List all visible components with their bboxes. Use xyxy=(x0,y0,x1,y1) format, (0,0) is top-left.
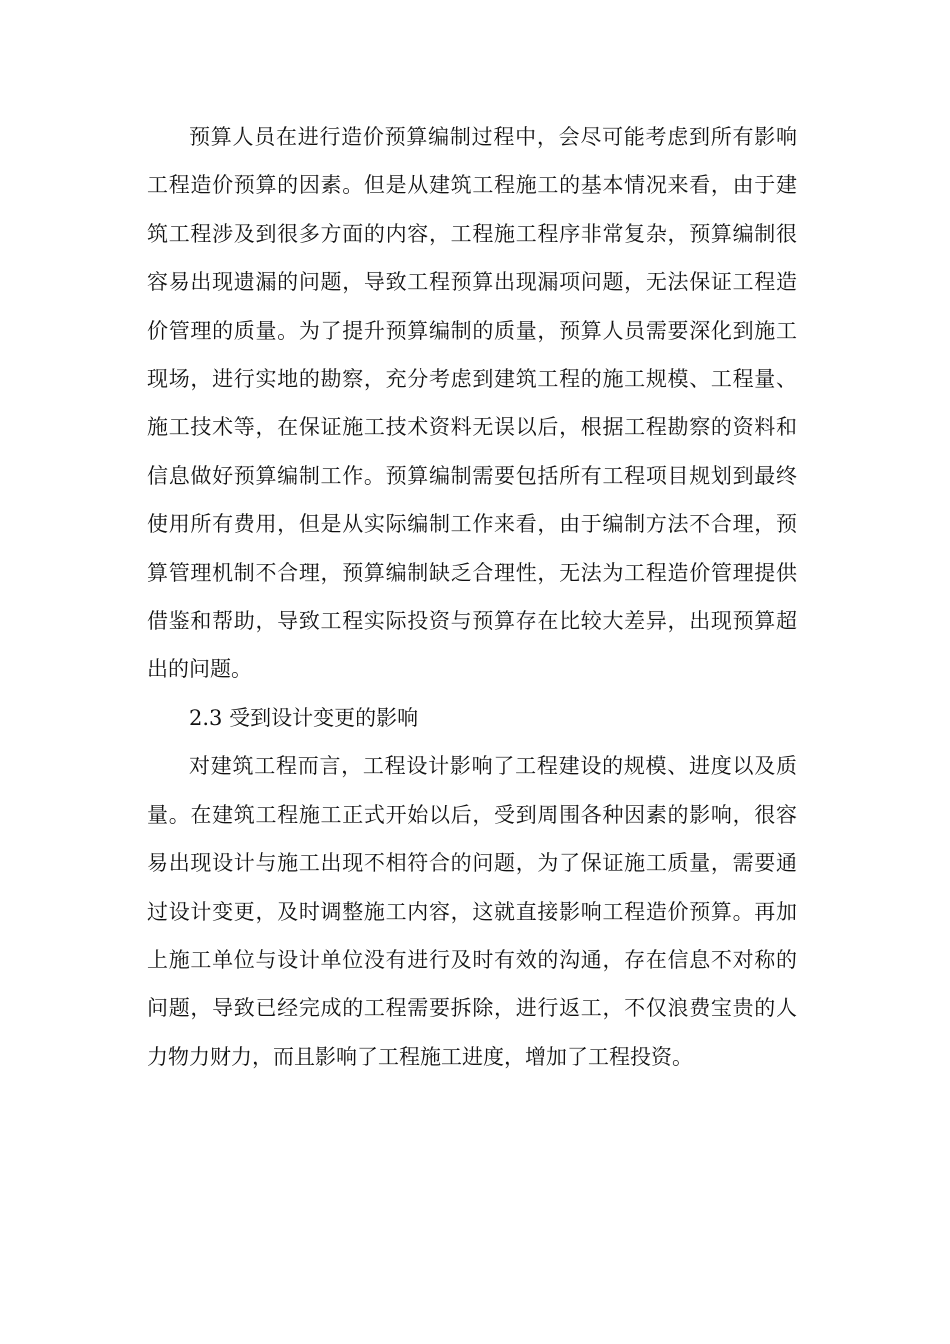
section-heading: 2.3 受到设计变更的影响 xyxy=(189,705,419,730)
paragraph-design-change: 对建筑工程而言，工程设计影响了工程建设的规模、进度以及质量。在建筑工程施工正式开始以后，受到周围各种因素的影响，很容易出现设计与施工出现不相符合的问题，为了保证施工质量，需要通过设计变更，及时调整施工内容，这就直接影响工程造价预算。再加上施工单位与设计单位没有进行及时有效的沟通，存在信息不对称的问题，导致已经完成的工程需要拆除，进行返工，不仅浪费宝贵的人力物力财力，而且影响了工程施工进度，增加了工程投资。 xyxy=(147,754,797,1069)
document-body xyxy=(147,113,797,1081)
paragraph-budget-omissions: 预算人员在进行造价预算编制过程中，会尽可能考虑到所有影响工程造价预算的因素。但是从建筑工程施工的基本情况来看，由于建筑工程涉及到很多方面的内容，工程施工程序非常复杂，预算编制很容易出现遗漏的问题，导致工程预算出现漏项问题，无法保证工程造价管理的质量。为了提升预算编制的质量，预算人员需要深化到施工现场，进行实地的勘察，充分考虑到建筑工程的施工规模、工程量、施工技术等，在保证施工技术资料无误以后，根据工程勘察的资料和信息做好预算编制工作。预算编制需要包括所有工程项目规划到最终使用所有费用，但是从实际编制工作来看，由于编制方法不合理，预算管理机制不合理，预算编制缺乏合理性，无法为工程造价管理提供借鉴和帮助，导致工程实际投资与预算存在比较大差异，出现预算超出的问题。 xyxy=(147,125,797,682)
